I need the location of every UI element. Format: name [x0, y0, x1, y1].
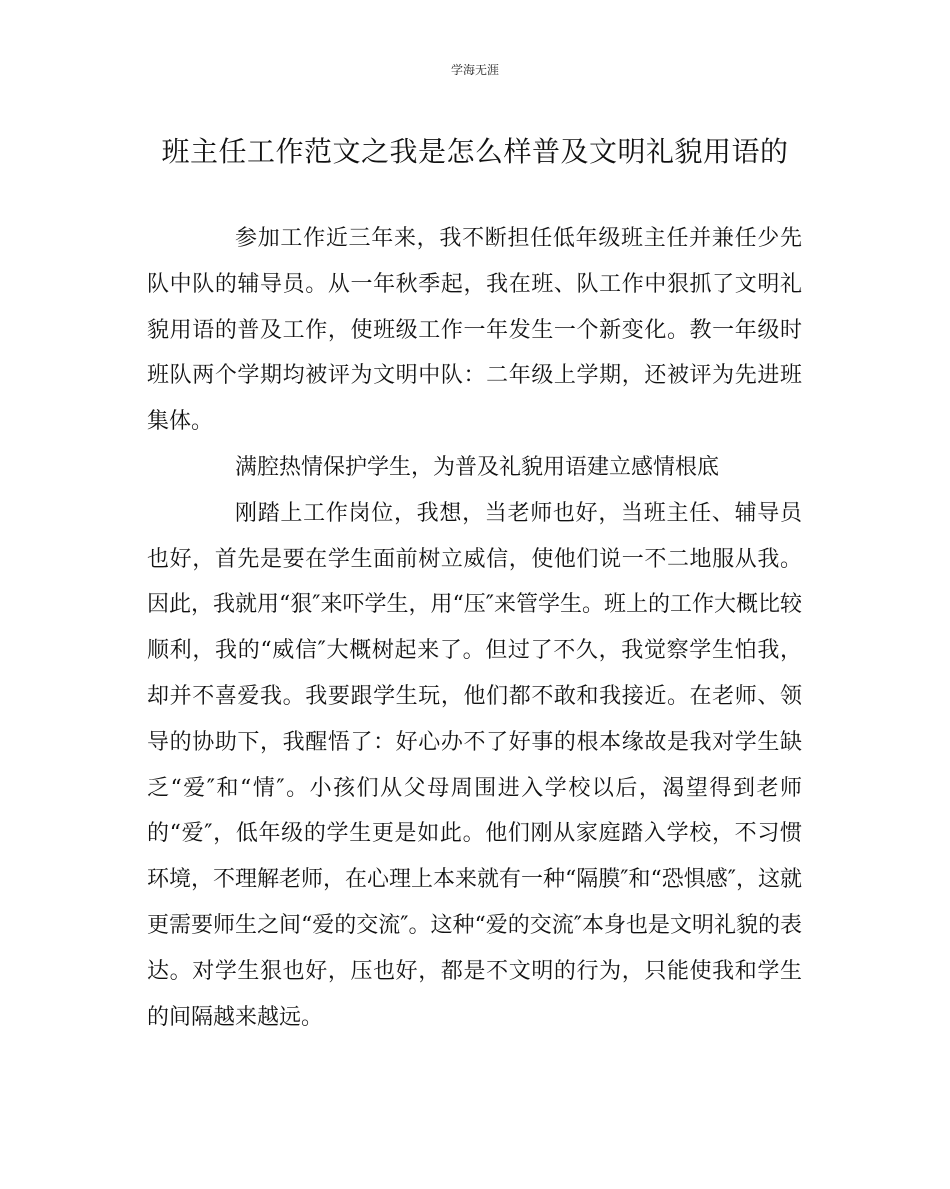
document-body: [147, 216, 802, 1040]
paragraph-main: 刚踏上工作岗位，我想，当老师也好，当班主任、辅导员也好，首先是要在学生面前树立威信，使他们说一不二地服从我。因此，我就用“狠″来吓学生，用“压″来管学生。班上的工作大概比较顺利，我的“威信″大概树起来了。但过了不久，我觉察学生怕我，却并不喜爱我。我要跟学生玩，他们都不敢和我接近。在老师、领导的协助下，我醒悟了：好心办不了好事的根本缘故是我对学生缺乏“爱″和“情″。小孩们从父母周围进入学校以后，渴望得到老师的“爱″，低年级的学生更是如此。他们刚从家庭踏入学校，不习惯环境，不理解老师，在心理上本来就有一种“隔膜″和“恐惧感″，这就更需要师生之间“爱的交流″。这种“爱的交流″本身也是文明礼貌的表达。对学生狠也好，压也好，都是不文明的行为，只能使我和学生的间隔越来越远。: [147, 500, 802, 1030]
page-header: 学海无涯: [450, 63, 499, 77]
section-heading: 满腔热情保护学生，为普及礼貌用语建立感情根底: [235, 454, 720, 480]
paragraph-intro: 参加工作近三年来，我不断担任低年级班主任并兼任少先队中队的辅导员。从一年秋季起，我在班、队工作中狠抓了文明礼貌用语的普及工作，使班级工作一年发生一个新变化。教一年级时班队两个学期均被评为文明中队：二年级上学期，还被评为先进班集体。: [147, 226, 802, 435]
document-title: 班主任工作范文之我是怎么样普及文明礼貌用语的: [161, 135, 789, 168]
